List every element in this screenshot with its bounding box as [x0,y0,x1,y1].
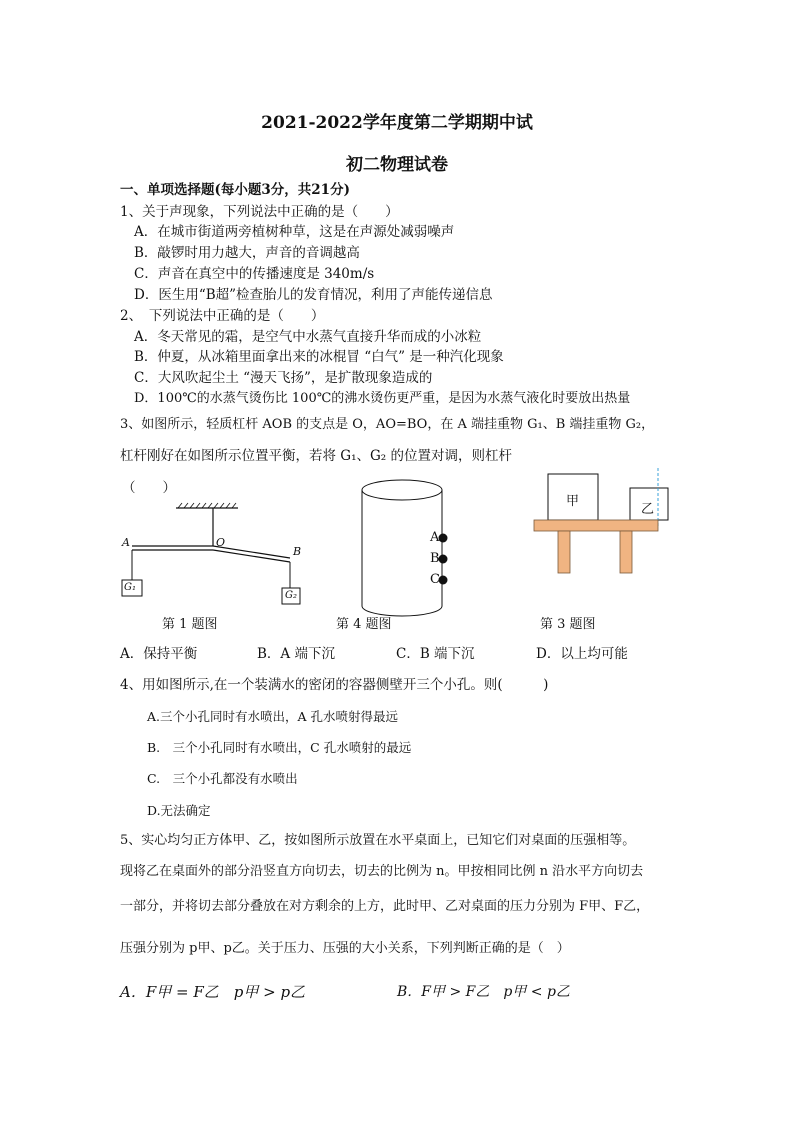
fig1-label-b: B [293,545,302,558]
fig1-label-g1: G₁ [124,582,136,593]
q2-option-d: D．100℃的水蒸气烫伤比 100℃的沸水烫伤更严重，是因为水蒸气液化时要放出热量 [134,391,631,406]
q4-option-c: C. 三个小孔都没有水喷出 [147,771,298,786]
q3-option-c: C．B 端下沉 [396,646,475,662]
fig4-hole-c-label: C [430,572,440,587]
q5-line2: 现将乙在桌面外的部分沿竖直方向切去，切去的比例为 n。甲按相同比例 n 沿水平方向切去 [120,864,644,879]
q3-stem-line1: 3、如图所示，轻质杠杆 AOB 的支点是 O，AO=BO，在 A 端挂重物 G₁、B 端挂重物 G₂， [120,417,655,432]
fig3-caption: 第 3 题图 [540,617,596,632]
fig3-block-yi-label: 乙 [641,502,655,517]
exam-subtitle: 初二物理试卷 [346,155,448,175]
q1-stem: 1、关于声现象，下列说法中正确的是（ ） [120,204,399,220]
q1-option-a: A．在城市街道两旁植树种草，这是在声源处减弱噪声 [134,224,455,240]
q4-option-a: A.三个小孔同时有水喷出，A 孔水喷射得最远 [147,709,399,724]
q1-option-d: D．医生用“B超”检查胎儿的发育情况，利用了声能传递信息 [134,287,493,303]
q3-option-d: D．以上均可能 [536,646,628,662]
q1-option-c: C．声音在真空中的传播速度是 340m/s [134,266,375,282]
fig4-container-diagram [356,474,456,624]
q5-line4: 压强分别为 p甲、p乙。关于压力、压强的大小关系，下列判断正确的是（ ） [120,941,570,956]
q3-option-b: B．A 端下沉 [257,646,335,662]
fig1-caption: 第 1 题图 [162,617,218,632]
q4-option-d: D.无法确定 [147,803,211,818]
fig3-table-diagram [530,468,670,578]
q5-line3: 一部分，并将切去部分叠放在对方剩余的上方，此时甲、乙对桌面的压力分别为 F甲、F乙， [120,899,650,914]
q2-option-a: A．冬天常见的霜，是空气中水蒸气直接升华而成的小冰粒 [134,329,482,345]
section-heading: 一、单项选择题(每小题3分，共21分) [120,182,350,198]
q3-stem-line2: 杠杆刚好在如图所示位置平衡，若将 G₁、G₂ 的位置对调，则杠杆 [120,448,512,464]
q5-option-a: A．F甲 = F乙 p甲 > p乙 [120,983,306,1001]
q5-option-b: B．F甲 > F乙 p甲 < p乙 [397,984,570,1000]
q3-stem-line3: （ ） [122,480,176,496]
fig4-hole-a-label: A [430,530,440,545]
q3-option-a: A．保持平衡 [120,646,198,662]
fig1-label-o: O [216,536,226,549]
q2-option-b: B．仲夏，从冰箱里面拿出来的冰棍冒 “白气” 是一种汽化现象 [134,349,504,365]
q5-line1: 5、实心均匀正方体甲、乙，按如图所示放置在水平桌面上，已知它们对桌面的压强相等。 [120,833,636,848]
fig4-caption: 第 4 题图 [336,617,392,632]
q1-option-b: B．敲锣时用力越大，声音的音调越高 [134,245,360,261]
fig4-hole-b-label: B [430,551,440,566]
fig1-label-a: A [122,536,130,549]
q2-option-c: C．大风吹起尘土 “漫天飞扬”，是扩散现象造成的 [134,370,433,386]
fig3-block-jia-label: 甲 [566,494,580,509]
exam-title: 2021-2022学年度第二学期期中试 [261,113,533,133]
q4-stem: 4、用如图所示,在一个装满水的密闭的容器侧壁开三个小孔。则( ) [120,677,549,693]
fig1-label-g2: G₂ [285,590,297,601]
q2-stem: 2、 下列说法中正确的是（ ） [120,308,325,324]
q4-option-b: B. 三个小孔同时有水喷出，C 孔水喷射的最远 [147,740,412,755]
